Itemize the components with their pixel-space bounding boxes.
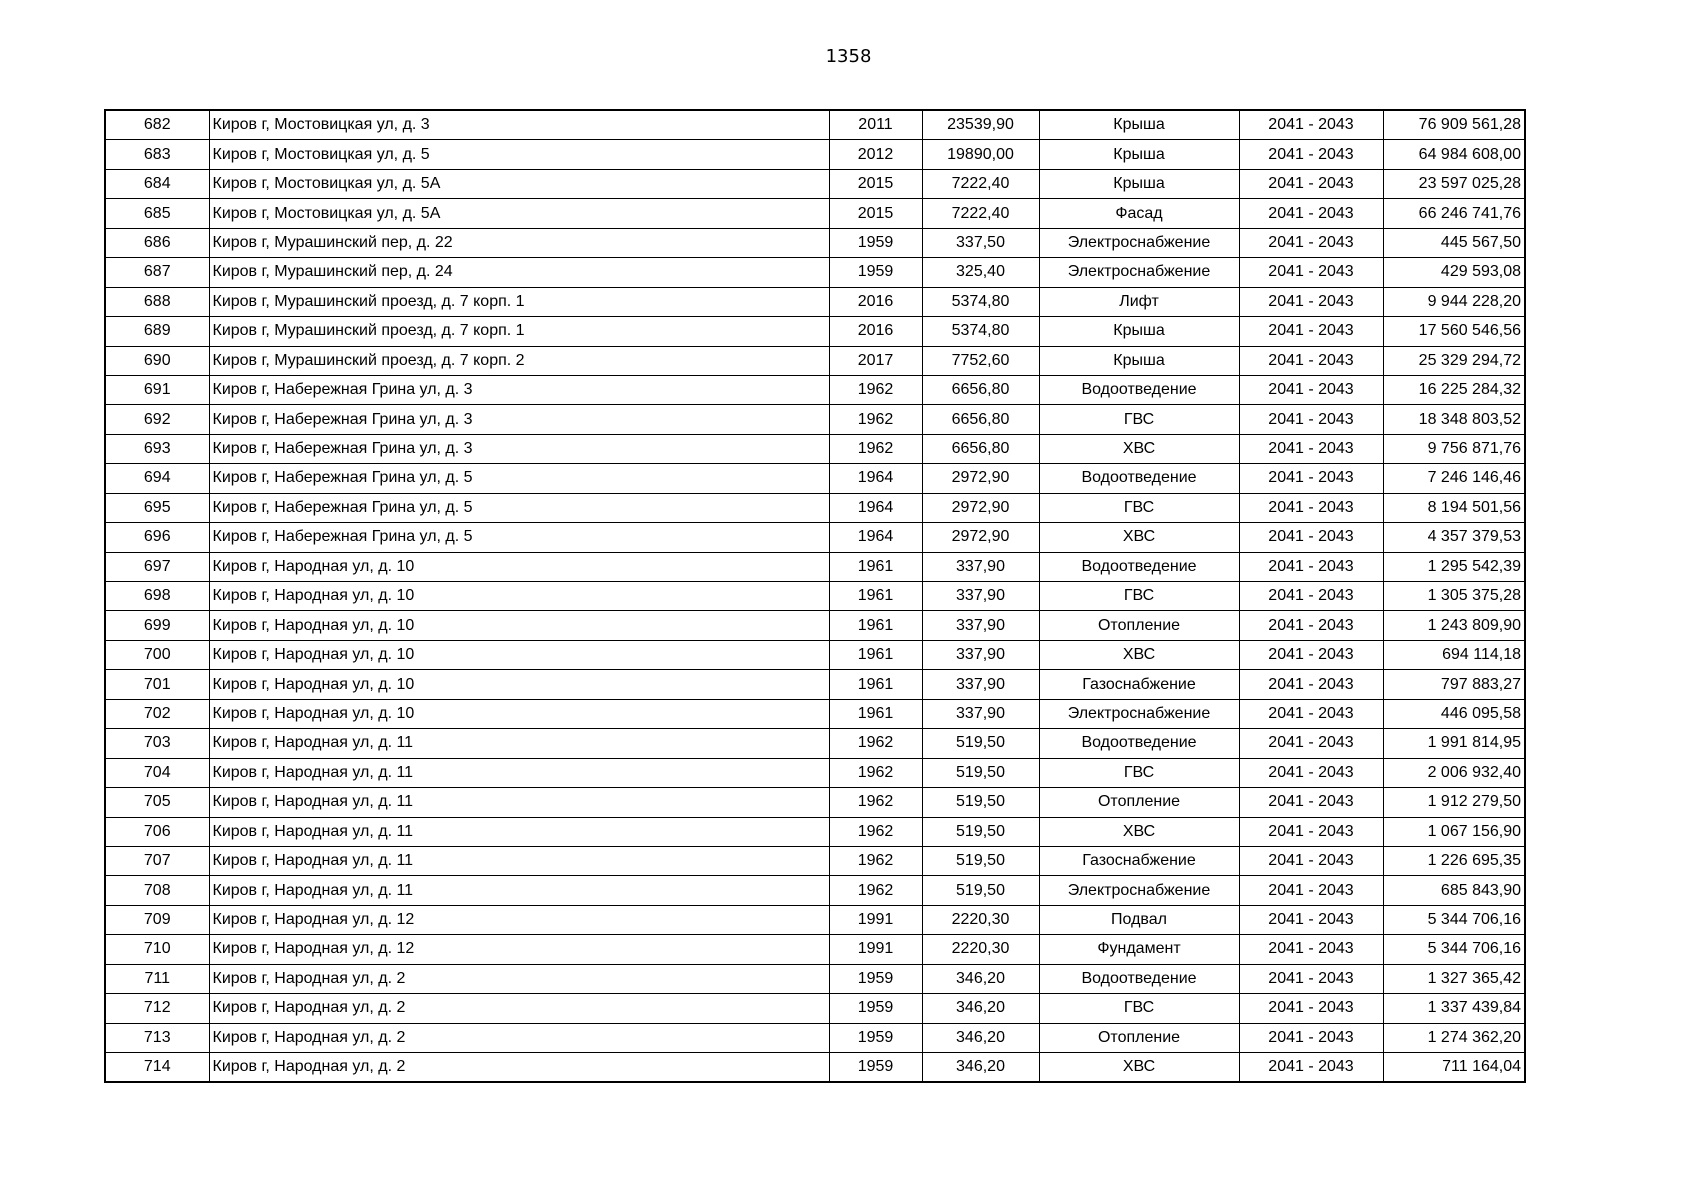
address-cell: Киров г, Народная ул, д. 11 — [209, 846, 829, 875]
table-row — [105, 405, 1525, 434]
row-number: 695 — [105, 493, 209, 522]
cost-cell: 1 274 362,20 — [1383, 1023, 1525, 1052]
work-type-cell: ГВС — [1039, 758, 1239, 787]
work-type-cell: ХВС — [1039, 1053, 1239, 1083]
period-cell: 2041 - 2043 — [1239, 287, 1383, 316]
table-row — [105, 729, 1525, 758]
address-cell: Киров г, Народная ул, д. 2 — [209, 994, 829, 1023]
row-number: 694 — [105, 464, 209, 493]
build-year-cell: 2011 — [829, 110, 922, 140]
build-year-cell: 2016 — [829, 317, 922, 346]
cost-cell: 1 991 814,95 — [1383, 729, 1525, 758]
cost-cell: 5 344 706,16 — [1383, 935, 1525, 964]
address-cell: Киров г, Народная ул, д. 10 — [209, 699, 829, 728]
cost-cell: 9 944 228,20 — [1383, 287, 1525, 316]
cost-cell: 17 560 546,56 — [1383, 317, 1525, 346]
address-cell: Киров г, Народная ул, д. 2 — [209, 1053, 829, 1083]
work-type-cell: Водоотведение — [1039, 552, 1239, 581]
row-number: 688 — [105, 287, 209, 316]
build-year-cell: 1962 — [829, 434, 922, 463]
cost-cell: 1 295 542,39 — [1383, 552, 1525, 581]
area-cell: 519,50 — [922, 846, 1039, 875]
address-cell: Киров г, Народная ул, д. 10 — [209, 552, 829, 581]
work-type-cell: Отопление — [1039, 611, 1239, 640]
area-cell: 19890,00 — [922, 140, 1039, 169]
table-row — [105, 935, 1525, 964]
address-cell: Киров г, Набережная Грина ул, д. 5 — [209, 464, 829, 493]
row-number: 699 — [105, 611, 209, 640]
work-type-cell: Крыша — [1039, 317, 1239, 346]
work-type-cell: Отопление — [1039, 788, 1239, 817]
build-year-cell: 1959 — [829, 994, 922, 1023]
table-row — [105, 199, 1525, 228]
area-cell: 2972,90 — [922, 523, 1039, 552]
cost-cell: 23 597 025,28 — [1383, 169, 1525, 198]
row-number: 702 — [105, 699, 209, 728]
build-year-cell: 1961 — [829, 670, 922, 699]
period-cell: 2041 - 2043 — [1239, 964, 1383, 993]
area-cell: 337,90 — [922, 699, 1039, 728]
address-cell: Киров г, Народная ул, д. 2 — [209, 1023, 829, 1052]
area-cell: 337,90 — [922, 582, 1039, 611]
table-row — [105, 611, 1525, 640]
area-cell: 346,20 — [922, 994, 1039, 1023]
period-cell: 2041 - 2043 — [1239, 493, 1383, 522]
area-cell: 6656,80 — [922, 434, 1039, 463]
cost-cell: 25 329 294,72 — [1383, 346, 1525, 375]
address-cell: Киров г, Народная ул, д. 10 — [209, 640, 829, 669]
table-row — [105, 1023, 1525, 1052]
row-number: 706 — [105, 817, 209, 846]
work-type-cell: ГВС — [1039, 994, 1239, 1023]
table-row — [105, 493, 1525, 522]
area-cell: 519,50 — [922, 876, 1039, 905]
cost-cell: 685 843,90 — [1383, 876, 1525, 905]
build-year-cell: 1959 — [829, 228, 922, 257]
area-cell: 337,90 — [922, 670, 1039, 699]
cost-cell: 5 344 706,16 — [1383, 905, 1525, 934]
table-row — [105, 640, 1525, 669]
area-cell: 23539,90 — [922, 110, 1039, 140]
build-year-cell: 1962 — [829, 405, 922, 434]
row-number: 700 — [105, 640, 209, 669]
address-cell: Киров г, Мурашинский пер, д. 22 — [209, 228, 829, 257]
table-row — [105, 140, 1525, 169]
address-cell: Киров г, Народная ул, д. 10 — [209, 582, 829, 611]
page-number: 1358 — [825, 46, 872, 67]
address-cell: Киров г, Мурашинский проезд, д. 7 корп. 1 — [209, 287, 829, 316]
address-cell: Киров г, Народная ул, д. 10 — [209, 670, 829, 699]
row-number: 712 — [105, 994, 209, 1023]
table-row — [105, 110, 1525, 140]
period-cell: 2041 - 2043 — [1239, 729, 1383, 758]
period-cell: 2041 - 2043 — [1239, 140, 1383, 169]
address-cell: Киров г, Набережная Грина ул, д. 3 — [209, 434, 829, 463]
area-cell: 346,20 — [922, 1053, 1039, 1083]
build-year-cell: 1962 — [829, 817, 922, 846]
area-cell: 7222,40 — [922, 199, 1039, 228]
row-number: 713 — [105, 1023, 209, 1052]
row-number: 711 — [105, 964, 209, 993]
work-type-cell: Газоснабжение — [1039, 670, 1239, 699]
area-cell: 325,40 — [922, 258, 1039, 287]
table-row — [105, 552, 1525, 581]
period-cell: 2041 - 2043 — [1239, 582, 1383, 611]
cost-cell: 797 883,27 — [1383, 670, 1525, 699]
build-year-cell: 1959 — [829, 964, 922, 993]
area-cell: 346,20 — [922, 1023, 1039, 1052]
address-cell: Киров г, Народная ул, д. 12 — [209, 905, 829, 934]
build-year-cell: 2012 — [829, 140, 922, 169]
address-cell: Киров г, Мурашинский пер, д. 24 — [209, 258, 829, 287]
period-cell: 2041 - 2043 — [1239, 169, 1383, 198]
build-year-cell: 1964 — [829, 523, 922, 552]
address-cell: Киров г, Народная ул, д. 11 — [209, 876, 829, 905]
table-row — [105, 169, 1525, 198]
cost-cell: 66 246 741,76 — [1383, 199, 1525, 228]
row-number: 686 — [105, 228, 209, 257]
table-row — [105, 434, 1525, 463]
work-type-cell: ХВС — [1039, 523, 1239, 552]
table-row — [105, 582, 1525, 611]
work-type-cell: Водоотведение — [1039, 464, 1239, 493]
area-cell: 7752,60 — [922, 346, 1039, 375]
area-cell: 519,50 — [922, 758, 1039, 787]
work-type-cell: ХВС — [1039, 817, 1239, 846]
cost-cell: 16 225 284,32 — [1383, 375, 1525, 404]
row-number: 692 — [105, 405, 209, 434]
table-row — [105, 846, 1525, 875]
build-year-cell: 1959 — [829, 1023, 922, 1052]
address-cell: Киров г, Мурашинский проезд, д. 7 корп. 1 — [209, 317, 829, 346]
period-cell: 2041 - 2043 — [1239, 317, 1383, 346]
work-type-cell: ГВС — [1039, 493, 1239, 522]
period-cell: 2041 - 2043 — [1239, 199, 1383, 228]
build-year-cell: 2015 — [829, 169, 922, 198]
table-row — [105, 699, 1525, 728]
build-year-cell: 1961 — [829, 699, 922, 728]
cost-cell: 1 912 279,50 — [1383, 788, 1525, 817]
cost-cell: 1 327 365,42 — [1383, 964, 1525, 993]
build-year-cell: 1961 — [829, 582, 922, 611]
cost-cell: 76 909 561,28 — [1383, 110, 1525, 140]
build-year-cell: 1959 — [829, 1053, 922, 1083]
period-cell: 2041 - 2043 — [1239, 640, 1383, 669]
period-cell: 2041 - 2043 — [1239, 258, 1383, 287]
build-year-cell: 1961 — [829, 552, 922, 581]
period-cell: 2041 - 2043 — [1239, 905, 1383, 934]
build-year-cell: 1962 — [829, 758, 922, 787]
row-number: 685 — [105, 199, 209, 228]
work-type-cell: Фасад — [1039, 199, 1239, 228]
address-cell: Киров г, Набережная Грина ул, д. 3 — [209, 405, 829, 434]
work-type-cell: Электроснабжение — [1039, 258, 1239, 287]
row-number: 684 — [105, 169, 209, 198]
build-year-cell: 2015 — [829, 199, 922, 228]
table-row — [105, 876, 1525, 905]
row-number: 682 — [105, 110, 209, 140]
area-cell: 519,50 — [922, 788, 1039, 817]
period-cell: 2041 - 2043 — [1239, 758, 1383, 787]
row-number: 703 — [105, 729, 209, 758]
area-cell: 2972,90 — [922, 464, 1039, 493]
row-number: 708 — [105, 876, 209, 905]
area-cell: 5374,80 — [922, 287, 1039, 316]
build-year-cell: 1962 — [829, 729, 922, 758]
period-cell: 2041 - 2043 — [1239, 788, 1383, 817]
work-type-cell: ГВС — [1039, 405, 1239, 434]
table-row — [105, 788, 1525, 817]
row-number: 696 — [105, 523, 209, 552]
period-cell: 2041 - 2043 — [1239, 1023, 1383, 1052]
build-year-cell: 1961 — [829, 611, 922, 640]
period-cell: 2041 - 2043 — [1239, 699, 1383, 728]
row-number: 705 — [105, 788, 209, 817]
address-cell: Киров г, Народная ул, д. 11 — [209, 729, 829, 758]
address-cell: Киров г, Народная ул, д. 11 — [209, 788, 829, 817]
area-cell: 346,20 — [922, 964, 1039, 993]
area-cell: 2972,90 — [922, 493, 1039, 522]
address-cell: Киров г, Народная ул, д. 12 — [209, 935, 829, 964]
build-year-cell: 1964 — [829, 464, 922, 493]
table-row — [105, 346, 1525, 375]
work-type-cell: Подвал — [1039, 905, 1239, 934]
work-type-cell: ГВС — [1039, 582, 1239, 611]
period-cell: 2041 - 2043 — [1239, 110, 1383, 140]
build-year-cell: 1962 — [829, 846, 922, 875]
address-cell: Киров г, Мостовицкая ул, д. 5А — [209, 199, 829, 228]
build-year-cell: 1991 — [829, 935, 922, 964]
cost-cell: 1 067 156,90 — [1383, 817, 1525, 846]
period-cell: 2041 - 2043 — [1239, 994, 1383, 1023]
period-cell: 2041 - 2043 — [1239, 670, 1383, 699]
work-type-cell: Лифт — [1039, 287, 1239, 316]
period-cell: 2041 - 2043 — [1239, 405, 1383, 434]
area-cell: 5374,80 — [922, 317, 1039, 346]
row-number: 687 — [105, 258, 209, 287]
build-year-cell: 1991 — [829, 905, 922, 934]
period-cell: 2041 - 2043 — [1239, 346, 1383, 375]
table-row — [105, 758, 1525, 787]
address-cell: Киров г, Набережная Грина ул, д. 5 — [209, 523, 829, 552]
table-row — [105, 287, 1525, 316]
work-type-cell: Фундамент — [1039, 935, 1239, 964]
build-year-cell: 1961 — [829, 640, 922, 669]
row-number: 690 — [105, 346, 209, 375]
work-type-cell: Крыша — [1039, 169, 1239, 198]
table-row — [105, 994, 1525, 1023]
build-year-cell: 1962 — [829, 876, 922, 905]
build-year-cell: 1959 — [829, 258, 922, 287]
work-type-cell: Газоснабжение — [1039, 846, 1239, 875]
address-cell: Киров г, Набережная Грина ул, д. 5 — [209, 493, 829, 522]
cost-cell: 711 164,04 — [1383, 1053, 1525, 1083]
row-number: 698 — [105, 582, 209, 611]
table-row — [105, 375, 1525, 404]
work-type-cell: Водоотведение — [1039, 729, 1239, 758]
period-cell: 2041 - 2043 — [1239, 434, 1383, 463]
area-cell: 6656,80 — [922, 405, 1039, 434]
address-cell: Киров г, Набережная Грина ул, д. 3 — [209, 375, 829, 404]
period-cell: 2041 - 2043 — [1239, 611, 1383, 640]
row-number: 709 — [105, 905, 209, 934]
area-cell: 2220,30 — [922, 905, 1039, 934]
address-cell: Киров г, Народная ул, д. 11 — [209, 758, 829, 787]
area-cell: 7222,40 — [922, 169, 1039, 198]
period-cell: 2041 - 2043 — [1239, 817, 1383, 846]
address-cell: Киров г, Народная ул, д. 10 — [209, 611, 829, 640]
work-type-cell: Отопление — [1039, 1023, 1239, 1052]
row-number: 714 — [105, 1053, 209, 1083]
cost-cell: 7 246 146,46 — [1383, 464, 1525, 493]
area-cell: 337,50 — [922, 228, 1039, 257]
table-row — [105, 317, 1525, 346]
work-type-cell: Водоотведение — [1039, 964, 1239, 993]
address-cell: Киров г, Мостовицкая ул, д. 3 — [209, 110, 829, 140]
table-row — [105, 817, 1525, 846]
area-cell: 337,90 — [922, 552, 1039, 581]
area-cell: 519,50 — [922, 817, 1039, 846]
period-cell: 2041 - 2043 — [1239, 228, 1383, 257]
period-cell: 2041 - 2043 — [1239, 464, 1383, 493]
cost-cell: 694 114,18 — [1383, 640, 1525, 669]
row-number: 704 — [105, 758, 209, 787]
period-cell: 2041 - 2043 — [1239, 375, 1383, 404]
row-number: 691 — [105, 375, 209, 404]
area-cell: 2220,30 — [922, 935, 1039, 964]
cost-cell: 4 357 379,53 — [1383, 523, 1525, 552]
table-row — [105, 1053, 1525, 1083]
table-row — [105, 670, 1525, 699]
table-row — [105, 523, 1525, 552]
work-type-cell: Крыша — [1039, 346, 1239, 375]
work-type-cell: Электроснабжение — [1039, 876, 1239, 905]
build-year-cell: 1964 — [829, 493, 922, 522]
area-cell: 337,90 — [922, 611, 1039, 640]
work-type-cell: Крыша — [1039, 110, 1239, 140]
cost-cell: 64 984 608,00 — [1383, 140, 1525, 169]
row-number: 693 — [105, 434, 209, 463]
row-number: 710 — [105, 935, 209, 964]
build-year-cell: 1962 — [829, 788, 922, 817]
work-type-cell: Водоотведение — [1039, 375, 1239, 404]
table-row — [105, 258, 1525, 287]
row-number: 707 — [105, 846, 209, 875]
cost-cell: 446 095,58 — [1383, 699, 1525, 728]
table-row — [105, 905, 1525, 934]
period-cell: 2041 - 2043 — [1239, 876, 1383, 905]
cost-cell: 1 226 695,35 — [1383, 846, 1525, 875]
cost-cell: 8 194 501,56 — [1383, 493, 1525, 522]
row-number: 689 — [105, 317, 209, 346]
address-cell: Киров г, Мостовицкая ул, д. 5 — [209, 140, 829, 169]
address-cell: Киров г, Народная ул, д. 11 — [209, 817, 829, 846]
cost-cell: 445 567,50 — [1383, 228, 1525, 257]
table-body — [105, 110, 1525, 1082]
cost-cell: 1 337 439,84 — [1383, 994, 1525, 1023]
cost-cell: 2 006 932,40 — [1383, 758, 1525, 787]
work-type-cell: ХВС — [1039, 640, 1239, 669]
build-year-cell: 1962 — [829, 375, 922, 404]
row-number: 697 — [105, 552, 209, 581]
period-cell: 2041 - 2043 — [1239, 552, 1383, 581]
table-row — [105, 464, 1525, 493]
build-year-cell: 2017 — [829, 346, 922, 375]
work-type-cell: Электроснабжение — [1039, 228, 1239, 257]
address-cell: Киров г, Народная ул, д. 2 — [209, 964, 829, 993]
period-cell: 2041 - 2043 — [1239, 523, 1383, 552]
period-cell: 2041 - 2043 — [1239, 935, 1383, 964]
work-type-cell: Крыша — [1039, 140, 1239, 169]
work-type-cell: Электроснабжение — [1039, 699, 1239, 728]
period-cell: 2041 - 2043 — [1239, 1053, 1383, 1083]
cost-cell: 18 348 803,52 — [1383, 405, 1525, 434]
address-cell: Киров г, Мурашинский проезд, д. 7 корп. 2 — [209, 346, 829, 375]
repair-schedule-table — [104, 109, 1526, 1083]
area-cell: 6656,80 — [922, 375, 1039, 404]
table-row — [105, 228, 1525, 257]
area-cell: 337,90 — [922, 640, 1039, 669]
table-row — [105, 964, 1525, 993]
cost-cell: 1 243 809,90 — [1383, 611, 1525, 640]
cost-cell: 1 305 375,28 — [1383, 582, 1525, 611]
address-cell: Киров г, Мостовицкая ул, д. 5А — [209, 169, 829, 198]
row-number: 701 — [105, 670, 209, 699]
period-cell: 2041 - 2043 — [1239, 846, 1383, 875]
cost-cell: 429 593,08 — [1383, 258, 1525, 287]
cost-cell: 9 756 871,76 — [1383, 434, 1525, 463]
build-year-cell: 2016 — [829, 287, 922, 316]
row-number: 683 — [105, 140, 209, 169]
area-cell: 519,50 — [922, 729, 1039, 758]
work-type-cell: ХВС — [1039, 434, 1239, 463]
